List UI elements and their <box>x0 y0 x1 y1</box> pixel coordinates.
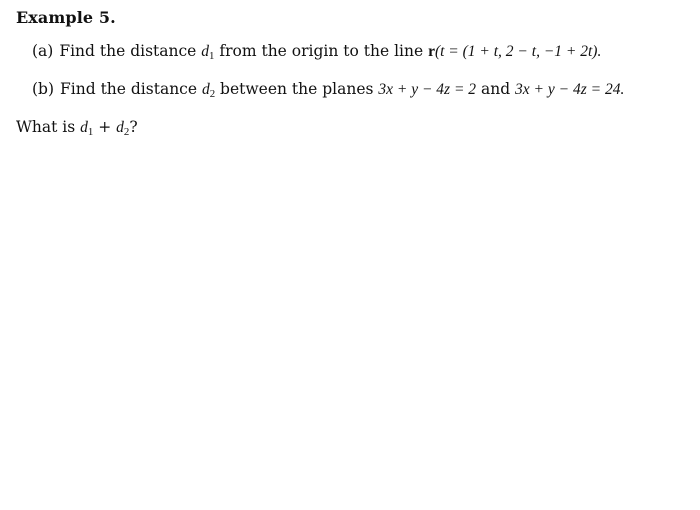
part-a <box>32 42 601 62</box>
part-b-joiner: and <box>476 80 516 98</box>
question-operator: + <box>93 118 117 136</box>
part-b-plane-2: 3x + y − 4z = 24. <box>515 81 625 98</box>
part-b-plane-1: 3x + y − 4z = 2 <box>378 81 477 98</box>
part-a-vector: r <box>428 43 435 60</box>
question-variable-2-subscript: 2 <box>123 126 130 138</box>
part-a-expression: (t = (1 + t, 2 − t, −1 + 2t). <box>434 43 602 60</box>
part-a-variable: $d_1$ <box>201 43 215 62</box>
part-b-label: (b) <box>32 80 55 98</box>
part-a-label: (a) <box>32 42 54 60</box>
question-text-before: What is <box>16 118 81 136</box>
part-b-variable: $d_2$ <box>201 81 216 100</box>
question-variable-1: $d_1$ <box>80 119 94 138</box>
final-question <box>16 118 138 138</box>
part-a-text-before: Find the distance <box>59 42 202 60</box>
part-a-text-mid: from the origin to the line <box>214 42 429 60</box>
part-b-text-mid: between the planes <box>215 80 379 98</box>
part-b-variable-subscript: 2 <box>209 88 216 100</box>
question-variable-2: $d_2$ <box>116 119 130 138</box>
part-a-variable-subscript: 1 <box>209 50 215 62</box>
part-b-text-before: Find the distance <box>60 80 202 98</box>
example-heading: Example 5. <box>16 8 116 27</box>
question-text-after: ? <box>129 118 138 136</box>
part-b <box>32 80 624 100</box>
question-variable-1-subscript: 1 <box>87 126 94 138</box>
